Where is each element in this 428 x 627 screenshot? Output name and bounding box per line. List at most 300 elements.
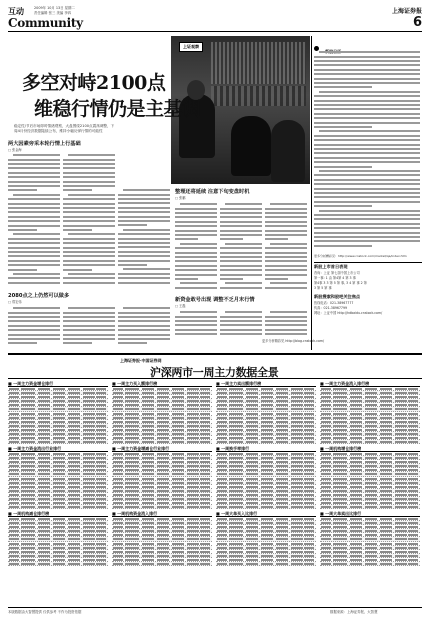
text-line: [180, 311, 217, 313]
text-line: [8, 216, 60, 218]
section3-author: □ 张鹏: [175, 196, 186, 200]
text-line: [314, 60, 420, 62]
text-line: [270, 282, 307, 284]
text-line: [314, 100, 420, 102]
data-table: [216, 446, 316, 509]
text-line: [314, 161, 420, 163]
text-line: [220, 265, 262, 267]
text-line: [118, 251, 170, 253]
data-table: [216, 511, 316, 566]
text-line: [175, 278, 198, 280]
text-line: [220, 269, 262, 271]
text-line: [8, 220, 60, 222]
text-line: [220, 287, 262, 289]
section2-title: 2080点之上仍然可以做多: [8, 293, 70, 299]
text-line: [175, 269, 217, 271]
page-number: 6: [412, 15, 422, 30]
data-table-title: ■ 一周换手率排行: [216, 446, 316, 452]
text-line: [8, 207, 60, 209]
text-line: [220, 274, 262, 276]
data-table-title: ■ 一周主力资金增减仓行业排行: [112, 446, 212, 452]
text-line: [118, 273, 170, 275]
contact-title: 新股搜索和股吧关注焦点: [314, 294, 361, 299]
text-line: [63, 181, 115, 183]
table-row: [216, 440, 316, 444]
text-line: [265, 212, 307, 214]
text-line: [63, 211, 115, 213]
text-line: [265, 252, 307, 254]
text-line: [314, 179, 420, 181]
text-line: [8, 342, 37, 344]
text-line: [63, 238, 115, 240]
text-line: [314, 227, 420, 229]
text-line: [118, 277, 170, 279]
text-line: [8, 198, 60, 200]
text-line: [265, 225, 307, 227]
text-line: [63, 320, 115, 322]
data-table: [112, 381, 212, 444]
article-column-11: [220, 310, 262, 338]
text-line: [265, 216, 307, 218]
text-line: [68, 154, 115, 156]
text-line: [314, 126, 372, 128]
text-line: [8, 247, 60, 249]
text-line: [63, 198, 115, 200]
text-line: [63, 282, 115, 284]
text-line: [175, 234, 217, 236]
text-line: [220, 260, 262, 262]
text-line: [118, 255, 170, 257]
text-line: [8, 242, 60, 244]
text-line: [265, 333, 307, 335]
article-column-12: [265, 310, 307, 338]
data-table: [216, 381, 316, 444]
article-column-2: [63, 153, 115, 289]
text-line: [118, 282, 170, 284]
table-row: [112, 505, 212, 509]
text-line: [314, 139, 420, 141]
text-line: [265, 238, 288, 240]
text-line: [220, 252, 262, 254]
text-line: [8, 185, 60, 187]
text-line: [13, 307, 60, 309]
text-line: [314, 192, 420, 194]
text-line: [8, 167, 60, 169]
text-line: [265, 265, 307, 267]
masthead: [8, 6, 422, 30]
text-line: [265, 256, 307, 258]
text-line: [63, 220, 115, 222]
editor-line: 责任编辑 张三 美编 李四: [34, 10, 72, 15]
bottom-rule: [8, 353, 422, 355]
masthead-rule: [8, 31, 422, 32]
text-line: [8, 320, 60, 322]
text-line: [314, 122, 420, 124]
text-line: [118, 233, 170, 235]
text-line: [220, 247, 262, 249]
text-line: [118, 211, 170, 213]
article-column-5: [63, 306, 115, 348]
data-title-rule: [8, 378, 422, 379]
text-line: [8, 176, 60, 178]
text-line: [225, 282, 262, 284]
text-line: [63, 163, 115, 165]
text-line: [63, 189, 92, 191]
text-line: [63, 159, 115, 161]
text-line: [63, 342, 92, 344]
text-line: [314, 69, 420, 71]
text-line: [175, 265, 217, 267]
section-label: 互动: [8, 6, 24, 16]
table-row: [320, 440, 420, 444]
photo-tag: 上证观察: [179, 42, 203, 52]
footer-note: 本版数据由大智慧提供 仅供参考 不作为投资依据: [8, 610, 82, 614]
article-column-10: [175, 310, 217, 338]
text-line: [63, 334, 115, 336]
text-line: [8, 260, 60, 262]
data-section-title: 沪深两市一周主力数据全景: [150, 366, 279, 379]
deck-line1: 稳定性/节后市场即时情绪观察，大盘围绕2100点震荡调整，下: [14, 124, 115, 128]
text-line: [68, 233, 115, 235]
article-column-9: [265, 202, 307, 292]
data-table-title: ■ 一周主力资金流入排行榜: [320, 381, 420, 387]
text-line: [63, 172, 115, 174]
text-line: [123, 268, 170, 270]
text-line: [314, 78, 420, 80]
text-line: [265, 329, 307, 331]
data-table: [320, 381, 420, 444]
text-line: [8, 163, 60, 165]
text-line: [265, 278, 288, 280]
section1-author: □ 张金海: [8, 148, 22, 152]
text-line: [175, 230, 217, 232]
text-line: [314, 64, 420, 66]
text-line: [220, 278, 243, 280]
text-line: [319, 170, 420, 172]
table-row: [320, 562, 420, 566]
text-line: [63, 312, 115, 314]
text-line: [68, 273, 115, 275]
data-table-title: ■ 一周机构减仓排行榜: [8, 511, 108, 517]
text-line: [225, 243, 262, 245]
ipo-line-1: 咨询：上证 第七届中国上市公司: [314, 271, 360, 275]
text-line: [118, 260, 170, 262]
text-line: [180, 203, 217, 205]
text-line: [175, 320, 217, 322]
data-table: [112, 511, 212, 566]
text-line: [314, 205, 372, 207]
contact-line-2: 传真：021-38967799: [314, 306, 348, 310]
text-line: [175, 287, 217, 289]
article-column-7: [175, 202, 217, 292]
text-line: [265, 208, 307, 210]
text-line: [118, 338, 170, 340]
text-line: [8, 255, 60, 257]
text-line: [8, 251, 60, 253]
ipo-title: 新股上市首日表现: [314, 264, 348, 269]
text-line: [8, 181, 60, 183]
text-line: [265, 247, 307, 249]
text-line: [314, 56, 420, 58]
ipo-line-2: 第一事: 1 由 第4第 4 第 3 事: [314, 276, 356, 280]
text-line: [63, 264, 115, 266]
ipo-line-4: 3 第 5 第 事: [314, 286, 332, 290]
text-line: [63, 251, 115, 253]
ad-url-2[interactable]: 更多分析精彩见 http://blog.cnstock.com/: [262, 339, 325, 343]
article-column-6: [118, 306, 170, 348]
text-line: [63, 185, 115, 187]
text-line: [68, 194, 115, 196]
text-line: [220, 212, 262, 214]
text-line: [220, 329, 262, 331]
footer-source: 数据来源：上海证券报、大智慧: [330, 610, 378, 614]
text-line: [220, 230, 262, 232]
text-line: [175, 274, 217, 276]
table-row: [8, 562, 108, 566]
text-line: [63, 260, 115, 262]
text-line: [220, 256, 262, 258]
text-line: [118, 316, 170, 318]
text-line: [265, 274, 307, 276]
text-line: [314, 166, 372, 168]
text-line: [314, 113, 420, 115]
text-line: [314, 183, 420, 185]
text-line: [265, 234, 307, 236]
text-line: [118, 320, 170, 322]
text-line: [314, 245, 372, 247]
text-line: [8, 312, 60, 314]
text-line: [118, 325, 170, 327]
text-line: [314, 218, 420, 220]
section3-title: 整理还将延续 注意下旬变盘时机: [175, 189, 250, 195]
data-table: [8, 446, 108, 509]
text-line: [63, 242, 115, 244]
text-line: [63, 247, 115, 249]
text-line: [314, 95, 420, 97]
text-line: [63, 325, 115, 327]
text-line: [8, 282, 60, 284]
text-line: [175, 316, 217, 318]
text-line: [220, 238, 243, 240]
text-line: [118, 202, 170, 204]
text-line: [314, 232, 420, 234]
section1-title: 两大因素旁采本轮行情上行基础: [8, 141, 81, 147]
text-line: [118, 194, 170, 196]
text-line: [8, 159, 60, 161]
footer-rule: [8, 607, 422, 608]
text-line: [314, 144, 420, 146]
text-line: [265, 324, 307, 326]
text-line: [118, 198, 170, 200]
date-line: 2009年 10月 13日 星期二: [34, 6, 75, 10]
headline-line1: 多空对峙2100点: [22, 72, 166, 94]
text-line: [314, 201, 420, 203]
text-line: [123, 189, 170, 191]
text-line: [63, 167, 115, 169]
text-line: [175, 260, 217, 262]
text-line: [63, 216, 115, 218]
text-line: [8, 269, 37, 271]
text-line: [220, 216, 262, 218]
table-row: [216, 505, 316, 509]
text-line: [220, 221, 262, 223]
text-line: [123, 307, 170, 309]
text-line: [270, 203, 307, 205]
text-line: [314, 223, 420, 225]
data-table-title: ■ 一周主力资金流出行业排行: [8, 446, 108, 452]
community-label: Community: [8, 16, 83, 30]
text-line: [63, 207, 115, 209]
text-line: [314, 157, 420, 159]
text-line: [63, 255, 115, 257]
right-column-rule: [311, 36, 312, 350]
text-line: [314, 117, 420, 119]
text-line: [8, 264, 60, 266]
text-line: [265, 269, 307, 271]
text-line: [220, 320, 262, 322]
table-row: [8, 505, 108, 509]
text-line: [270, 311, 307, 313]
section2-author: □ 郑宏伟: [8, 300, 22, 304]
table-row: [216, 562, 316, 566]
text-line: [8, 225, 60, 227]
text-line: [175, 324, 217, 326]
table-row: [8, 440, 108, 444]
text-line: [175, 225, 217, 227]
text-line: [13, 233, 60, 235]
text-line: [175, 329, 217, 331]
text-line: [314, 240, 420, 242]
text-line: [8, 325, 60, 327]
article-column-1: [8, 153, 60, 289]
text-line: [314, 152, 420, 154]
text-line: [8, 334, 60, 336]
data-brand: 上海证券报·中国证券网: [120, 358, 162, 363]
text-line: [175, 216, 217, 218]
text-line: [175, 252, 217, 254]
data-table-title: ■ 一周机构增仓排行榜: [320, 446, 420, 452]
text-line: [314, 214, 420, 216]
text-line: [175, 212, 217, 214]
text-line: [63, 316, 115, 318]
text-line: [314, 135, 420, 137]
text-line: [8, 277, 60, 279]
text-line: [314, 196, 420, 198]
text-line: [63, 329, 115, 331]
text-line: [8, 211, 60, 213]
text-line: [175, 247, 217, 249]
text-line: [220, 324, 262, 326]
table-row: [112, 440, 212, 444]
text-line: [319, 91, 420, 93]
table-row: [320, 505, 420, 509]
text-line: [180, 243, 217, 245]
text-line: [314, 86, 372, 88]
text-line: [123, 229, 170, 231]
text-line: [63, 229, 92, 231]
sidebar-rule: [314, 262, 422, 263]
text-line: [314, 174, 420, 176]
ipo-line-3: 第4事 3 3 第 5 第 事, 3 4 第 事 2 第: [314, 281, 367, 285]
text-line: [8, 338, 60, 340]
text-line: [220, 234, 262, 236]
text-line: [118, 334, 170, 336]
text-line: [118, 329, 170, 331]
text-line: [265, 287, 307, 289]
text-line: [63, 277, 115, 279]
data-table-title: ■ 一周主力资金增仓排行: [8, 381, 108, 387]
data-table: [8, 511, 108, 566]
text-line: [118, 246, 170, 248]
text-line: [314, 104, 420, 106]
data-table-title: ■ 一周主力卖出额排行榜: [216, 381, 316, 387]
text-line: [8, 329, 60, 331]
text-line: [63, 225, 115, 227]
article-column-4: [8, 306, 60, 348]
text-line: [314, 108, 420, 110]
text-line: [265, 230, 307, 232]
paper-name: 上海证券报: [391, 8, 422, 15]
text-line: [319, 51, 420, 53]
deck-line2: 周4月份经济数据陆续公布，维持小幅反弹行情的可能性: [14, 129, 103, 133]
text-line: [175, 256, 217, 258]
right-column-text: [314, 50, 420, 252]
text-line: [314, 188, 420, 190]
text-line: [175, 238, 198, 240]
text-line: [314, 73, 420, 75]
ad-url-1[interactable]: 更多分析精彩见：http://www.cnstock.com/market/qa/index.htm: [314, 254, 407, 258]
text-line: [265, 260, 307, 262]
data-table-title: ■ 一周大单买入比排行: [216, 511, 316, 517]
article-column-3: [118, 188, 170, 289]
data-table-title: ■ 一周主力买入额排行榜: [112, 381, 212, 387]
text-line: [63, 338, 115, 340]
text-line: [118, 207, 170, 209]
text-line: [63, 176, 115, 178]
side-tag: [314, 38, 344, 46]
table-row: [112, 562, 212, 566]
text-line: [63, 203, 115, 205]
text-line: [319, 130, 420, 132]
text-line: [118, 242, 170, 244]
text-line: [118, 264, 147, 266]
contact-line-3[interactable]: 网址：上证中国 http://hdbaidu.cnstock.com/: [314, 311, 383, 315]
text-line: [175, 221, 217, 223]
headline-line2: 维稳行情仍是主基调: [34, 98, 201, 120]
text-line: [180, 282, 217, 284]
text-line: [8, 189, 37, 191]
section4-author: □ 王磊: [175, 304, 186, 308]
section4-title: 新资金敢号出现 调整不乏月末行情: [175, 297, 255, 303]
text-line: [265, 316, 307, 318]
text-line: [118, 216, 170, 218]
data-table-title: ■ 一周大单卖出比排行: [320, 511, 420, 517]
text-line: [220, 316, 262, 318]
text-line: [8, 316, 60, 318]
text-line: [8, 238, 60, 240]
text-line: [13, 194, 60, 196]
text-line: [68, 307, 115, 309]
data-table: [320, 511, 420, 566]
text-line: [63, 269, 92, 271]
text-line: [225, 203, 262, 205]
text-line: [220, 225, 262, 227]
text-line: [8, 203, 60, 205]
text-line: [13, 154, 60, 156]
text-line: [118, 238, 170, 240]
data-table: [320, 446, 420, 509]
text-line: [220, 333, 262, 335]
